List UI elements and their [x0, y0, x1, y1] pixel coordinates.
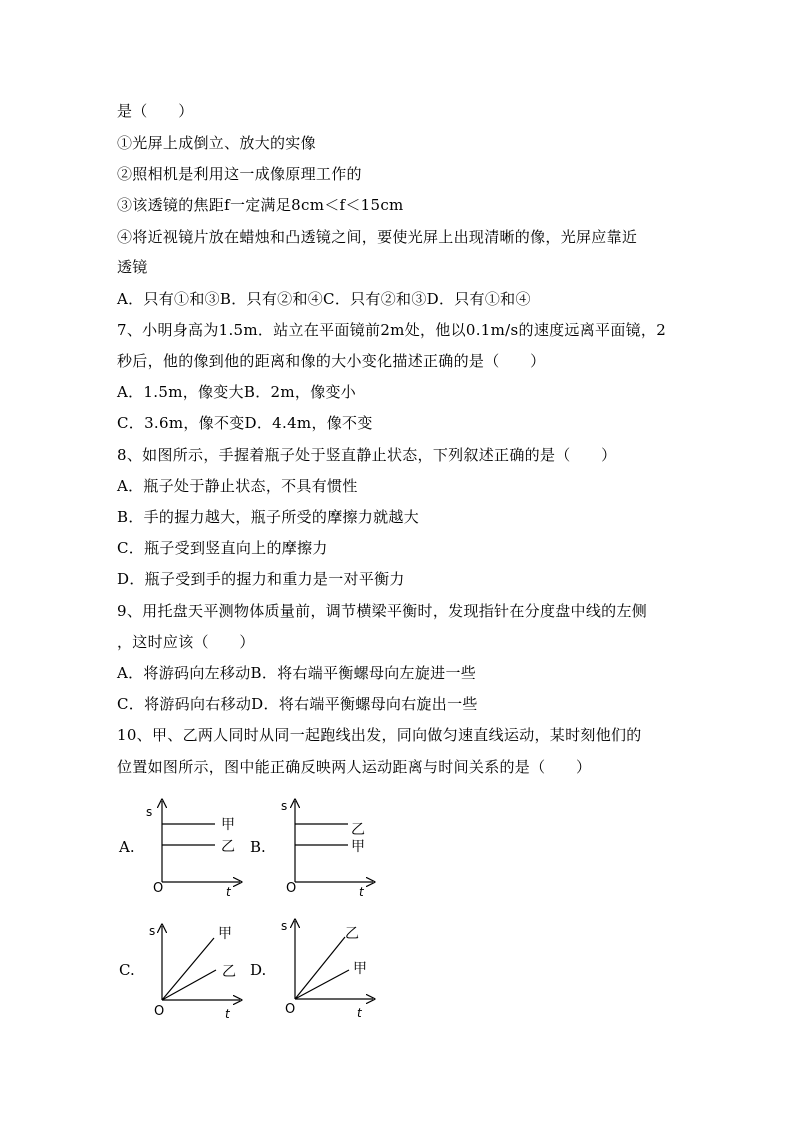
graph-c-steep-line [162, 938, 214, 1000]
graph-c-shallow-line [162, 970, 216, 1000]
graph-d-steep-line [295, 937, 345, 999]
origin-label: O [285, 1002, 296, 1017]
t-axis-label: t [225, 1007, 230, 1021]
graph-d-top-label: 乙 [345, 926, 359, 942]
option-d-label: D. [250, 961, 267, 979]
graph-d [273, 915, 383, 1023]
t-axis-label: t [226, 885, 231, 899]
statement-2: ②照相机是利用这一成像原理工作的 [117, 165, 362, 183]
question-6-options: A．只有①和③B．只有②和④C．只有②和③D．只有①和④ [117, 290, 531, 308]
question-9-options-ab: A．将游码向左移动B．将右端平衡螺母向左旋进一些 [117, 664, 477, 682]
s-axis-label: s [281, 799, 288, 813]
graph-a-top-label: 甲 [221, 817, 235, 833]
question-7-stem-cont: 秒后，他的像到他的距离和像的大小变化描述正确的是（ ） [117, 352, 546, 370]
question-8-stem: 8、如图所示，手握着瓶子处于竖直静止状态，下列叙述正确的是（ ） [117, 446, 617, 464]
t-axis-label: t [357, 1006, 362, 1020]
origin-label: O [153, 881, 164, 896]
question-9-stem-cont: ，这时应该（ ） [117, 633, 255, 651]
question-6-stem-end: 是（ ） [117, 102, 194, 120]
s-axis-label: s [149, 924, 156, 938]
statement-1: ①光屏上成倒立、放大的实像 [117, 134, 316, 152]
question-7-options-ab: A．1.5m，像变大B．2m，像变小 [117, 383, 357, 401]
question-9-options-cd: C．将游码向右移动D．将右端平衡螺母向右旋出一些 [117, 695, 478, 713]
question-9-stem: 9、用托盘天平测物体质量前，调节横梁平衡时，发现指针在分度盘中线的左侧 [117, 602, 648, 620]
question-8-option-b: B．手的握力越大，瓶子所受的摩擦力就越大 [117, 508, 420, 526]
question-8-option-d: D．瓶子受到手的握力和重力是一对平衡力 [117, 570, 405, 588]
graph-b [273, 795, 383, 900]
graph-c [140, 920, 250, 1025]
question-8-option-c: C．瓶子受到竖直向上的摩擦力 [117, 539, 328, 557]
question-10-stem: 10、甲、乙两人同时从同一起跑线出发，同向做匀速直线运动，某时刻他们的 [117, 726, 642, 744]
question-7-options-cd: C．3.6m，像不变D．4.4m，像不变 [117, 414, 373, 432]
t-axis-label: t [359, 885, 364, 899]
origin-label: O [286, 881, 297, 896]
graph-d-shallow-line [295, 970, 349, 999]
s-axis-label: s [146, 805, 153, 819]
origin-label: O [154, 1004, 165, 1019]
option-a-label: A. [119, 838, 135, 856]
question-10-stem-cont: 位置如图所示，图中能正确反映两人运动距离与时间关系的是（ ） [117, 758, 592, 776]
graph-a [140, 795, 250, 900]
graph-b-top-label: 乙 [351, 822, 365, 838]
option-c-label: C. [119, 961, 135, 979]
s-axis-label: s [281, 919, 288, 933]
option-b-label: B. [250, 838, 266, 856]
graph-c-bottom-label: 乙 [222, 964, 236, 980]
question-7-stem: 7、小明身高为1.5m．站立在平面镜前2m处，他以0.1m/s的速度远离平面镜，2 [117, 321, 667, 339]
question-8-option-a: A．瓶子处于静止状态，不具有惯性 [117, 477, 358, 495]
graph-b-bottom-label: 甲 [351, 839, 365, 855]
statement-4-cont: 透镜 [117, 258, 148, 276]
graph-c-top-label: 甲 [218, 926, 232, 942]
graph-d-bottom-label: 甲 [353, 961, 367, 977]
statement-4: ④将近视镜片放在蜡烛和凸透镜之间，要使光屏上出现清晰的像，光屏应靠近 [117, 228, 638, 246]
statement-3: ③该透镜的焦距f一定满足8cm＜f＜15cm [117, 196, 404, 214]
graph-a-bottom-label: 乙 [221, 839, 235, 855]
